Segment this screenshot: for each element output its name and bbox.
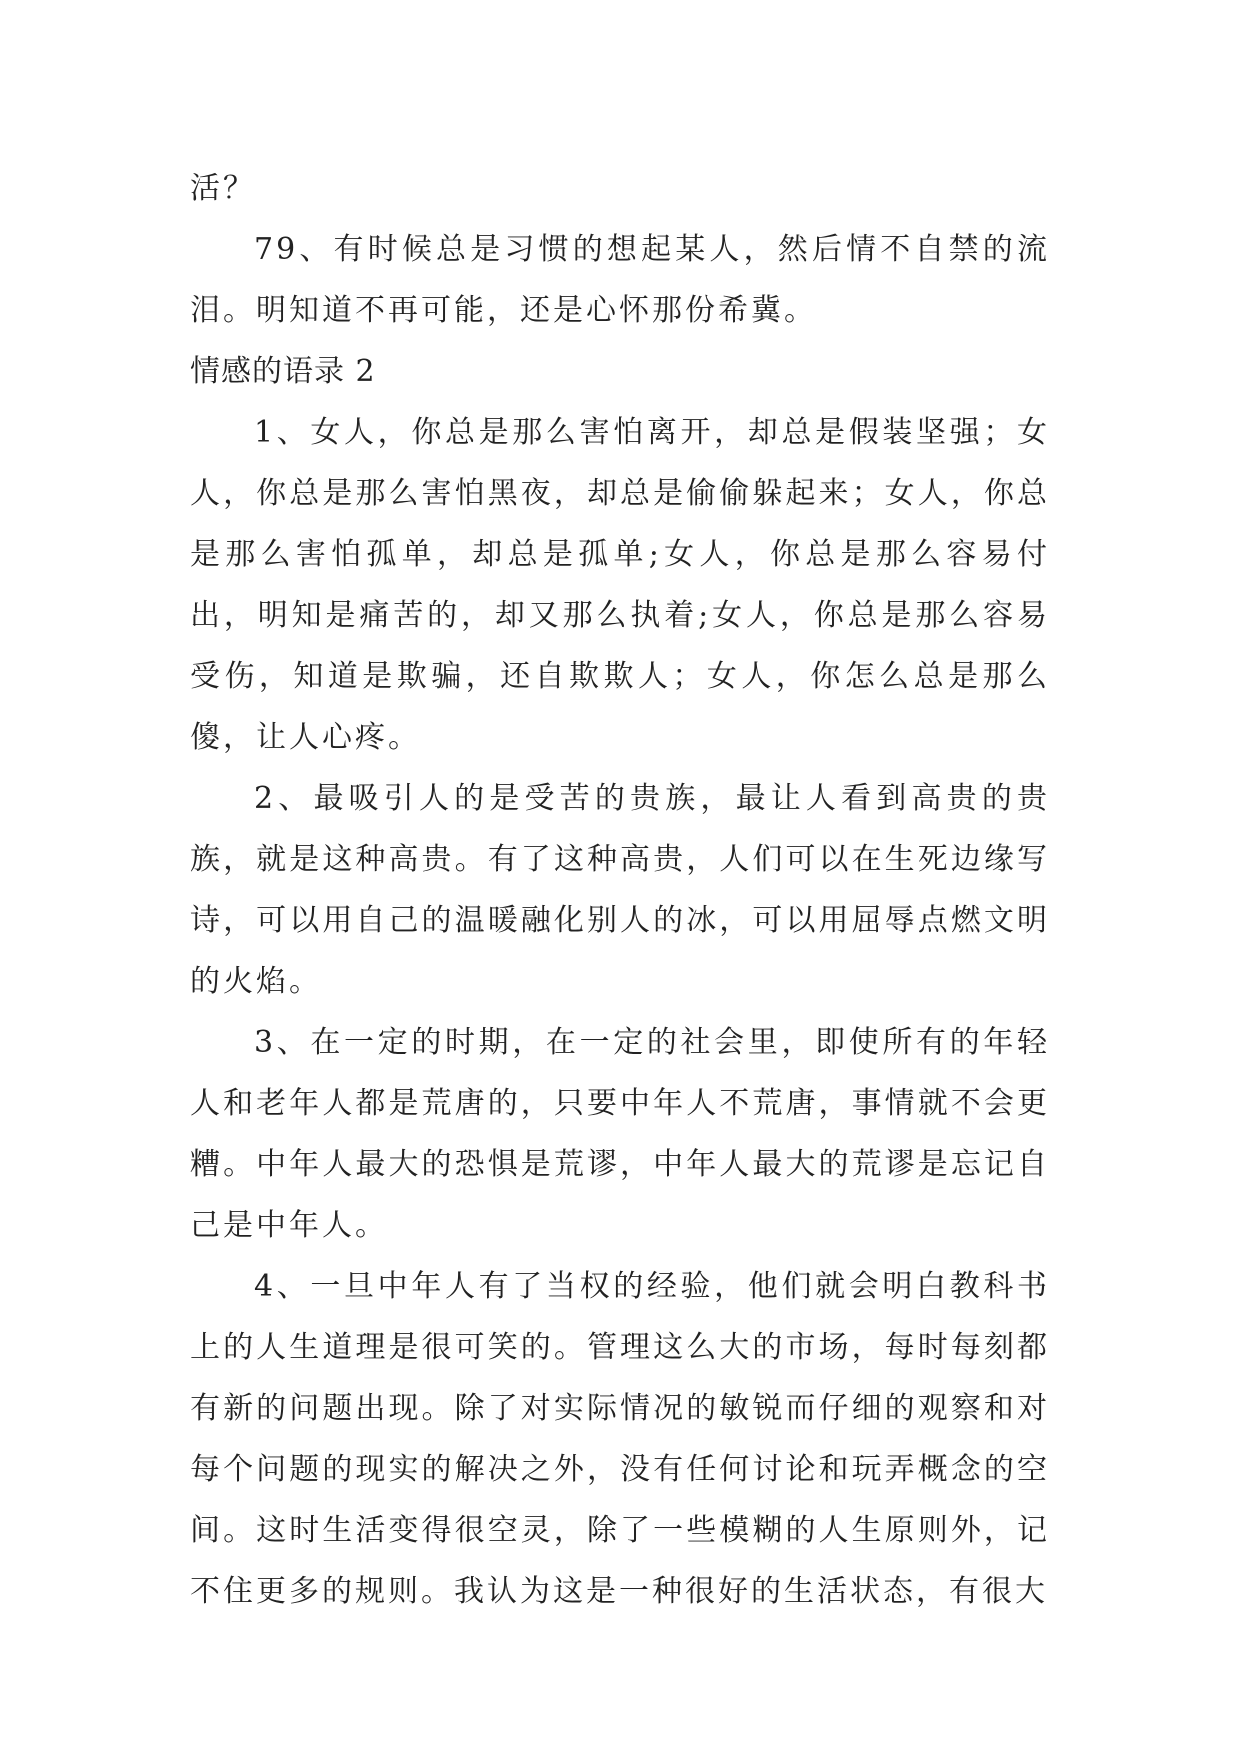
paragraph-quote-2: 2、最吸引人的是受苦的贵族，最让人看到高贵的贵族，就是这种高贵。有了这种高贵，人们可以在生死边缘写诗，可以用自己的温暖融化别人的冰，可以用屈辱点燃文明的火焰。 bbox=[190, 781, 1050, 999]
paragraph-quote-79: 79、有时候总是习惯的想起某人，然后情不自禁的流泪。明知道不再可能，还是心怀那份希冀。 bbox=[190, 232, 1050, 328]
paragraph-quote-4: 4、一旦中年人有了当权的经验，他们就会明白教科书上的人生道理是很可笑的。管理这么大的市场，每时每刻都有新的问题出现。除了对实际情况的敏锐而仔细的观察和对每个问题的现实的解决之外，没有任何讨论和玩弄概念的空间。这时生活变得很空灵，除了一些模糊的人生原则外，记不住更多的规则。我认为这是一种很好的生活状态，有很大 bbox=[190, 1269, 1050, 1609]
paragraph-quote-3: 3、在一定的时期，在一定的社会里，即使所有的年轻人和老年人都是荒唐的，只要中年人不荒唐，事情就不会更糟。中年人最大的恐惧是荒谬，中年人最大的荒谬是忘记自己是中年人。 bbox=[190, 1025, 1050, 1243]
paragraph-quote-1: 1、女人，你总是那么害怕离开，却总是假装坚强；女人，你总是那么害怕黑夜，却总是偷偷躲起来；女人，你总是那么害怕孤单，却总是孤单;女人，你总是那么容易付出，明知是痛苦的，却又那么执着;女人，你总是那么容易受伤，知道是欺骗，还自欺欺人；女人，你怎么总是那么傻，让人心疼。 bbox=[190, 415, 1050, 755]
document-body bbox=[190, 158, 1050, 1622]
paragraph-continuation: 活？ bbox=[190, 171, 256, 206]
section-heading: 情感的语录 2 bbox=[190, 354, 376, 389]
